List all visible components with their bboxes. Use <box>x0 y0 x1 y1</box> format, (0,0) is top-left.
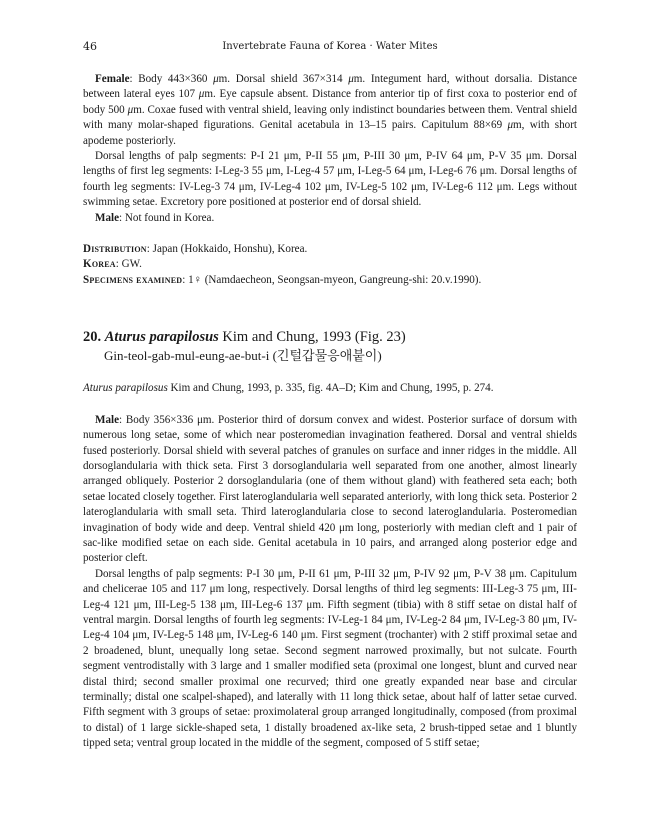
species-name: Aturus parapilosus <box>104 329 219 346</box>
male-label: Male <box>95 413 120 426</box>
synonymy-name: Aturus parapilosus <box>83 382 168 395</box>
korean-common-name: Gin-teol-gab-mul-eung-ae-but-i (긴털갑물응애붙이) <box>104 348 382 364</box>
distribution-label: Distribution <box>83 243 147 256</box>
female-segment-lengths: Dorsal lengths of palp segments: P-I 21 μm, P-II 55 μm, P-III 30 μm, P-IV 64 μm, P-V 35 μm. Dorsal lengths of first leg segments: I-Leg-3 55 μm, I-Leg-4 57 μm, I-Leg-5 64 μm, I-Leg-6 76 μm. Dorsal lengths of fourth leg segments: IV-Leg-3 74 μm, IV-Leg-4 102 μm, IV-Leg-5 102 μm, IV-Leg-6 112 μm. Legs without swimming setae. Excretory pore positioned at posterior end of dorsal shield. <box>83 150 577 209</box>
male-note-label: Male <box>95 211 120 224</box>
specimens-examined: Specimens examined: 1♀ (Namdaecheon, Seongsan-myeon, Gangreung-shi: 20.v.1990). <box>83 273 482 286</box>
male-not-found: Male: Not found in Korea. <box>95 211 215 224</box>
korea-label: Korea <box>83 258 116 271</box>
spacer <box>83 226 577 242</box>
korea-record: Korea: GW. <box>83 258 142 271</box>
specimens-label: Specimens examined <box>83 273 183 286</box>
spacer <box>83 288 577 328</box>
species-authority: Kim and Chung, 1993 (Fig. 23) <box>222 329 406 346</box>
species-heading <box>83 328 577 347</box>
spacer <box>83 397 577 413</box>
running-title: Invertebrate Fauna of Korea · Water Mites <box>222 41 438 52</box>
page-number: 46 <box>83 40 97 53</box>
male-segment-lengths: Dorsal lengths of palp segments: P-I 30 μm, P-II 61 μm, P-III 32 μm, P-IV 92 μm, P-V 38 μm. Capitulum and chelicerae 105 and 117 μm long, respectively. Dorsal lengths of third leg segments: III-Leg-3 75 μm, III-Leg-4 121 μm, III-Leg-5 138 μm, III-Leg-6 137 μm. Fifth segment (tibia) with 8 stiff setae on distal half of ventral margin. Dorsal lengths of fourth leg segments: IV-Leg-1 84 μm, IV-Leg-2 84 μm, IV-Leg-3 80 μm, IV-Leg-4 104 μm, IV-Leg-5 148 μm, IV-Leg-6 140 μm. First segment (trochanter) with 2 stiff proximal setae and 2 broadened, blunt, unequally long setae. Second segment narrowed proximally, but not sulcate. Fourth segment ventrodistally with 3 large and 1 smaller modified seta (proximal one longest, blunt and curved near distal third; second smaller proximal one recurved; third one greatly expanded near base and circular terminally; distal one scalpel-shaped), and laterally with 11 long thick setae, about half of latter setae curved. Fifth segment with 3 groups of setae: proximolateral group arranged longitudinally, composed (from proximal to distal) of 1 large sickle-shaped seta, 1 distally broadened ax-like seta, 2 brush-tipped setae and 1 bluntly tipped seta; ventral group located in the middle of the segment, composed of 5 stiff setae; <box>83 567 577 750</box>
spacer <box>83 365 577 381</box>
distribution: Distribution: Japan (Hokkaido, Honshu), Korea. <box>83 243 308 256</box>
page-header <box>83 40 577 56</box>
female-description: Female: Body 443×360 μm. Dorsal shield 367×314 μm. Integument hard, without dorsalia. Distance between lateral eyes 107 μm. Eye capsule absent. Distance from anterior tip of first coxa to posterior end of body 500 μm. Coxae fused with ventral shield, leaving only indistinct boundaries between them. Ventral shield with many molar-shaped figurations. Genital acetabula in 13–15 pairs. Capitulum 88×69 μm, with short apodeme posteriorly. <box>83 73 578 147</box>
main-content <box>83 72 577 752</box>
male-description: Male: Body 356×336 μm. Posterior third of dorsum convex and widest. Posterior surface of dorsum with numerous long setae, some of which near posteromedian invagination feathered. Dorsal and ventral shields fused posteriorly. Dorsal shield with several patches of granules on surface and inner ridges in the middle. All dorsoglandularia with thick seta. First 3 dorsoglandularia well separated from one another, almost linearly arranged obliquely. Posterior 2 dorsoglandularia (one of them without gland) with feathered seta each; both setae located closely together. First lateroglandularia well separated anteriorly, with long thick seta. Posterior 2 lateroglandularia with small seta. Third lateroglandularia close to second lateroglandularia. Posteromedian invagination of body wide and deep. Ventral shield 420 μm long, posteriorly with median cleft and 1 pair of sac-like modified setae on each side. Genital acetabula in 10 pairs, and arranged along posterior edge and posterior cleft. <box>83 413 577 565</box>
species-number: 20. <box>83 329 102 346</box>
synonymy: Aturus parapilosus Kim and Chung, 1993, p. 335, fig. 4A–D; Kim and Chung, 1995, p. 274. <box>83 382 494 395</box>
female-label: Female <box>95 73 130 85</box>
